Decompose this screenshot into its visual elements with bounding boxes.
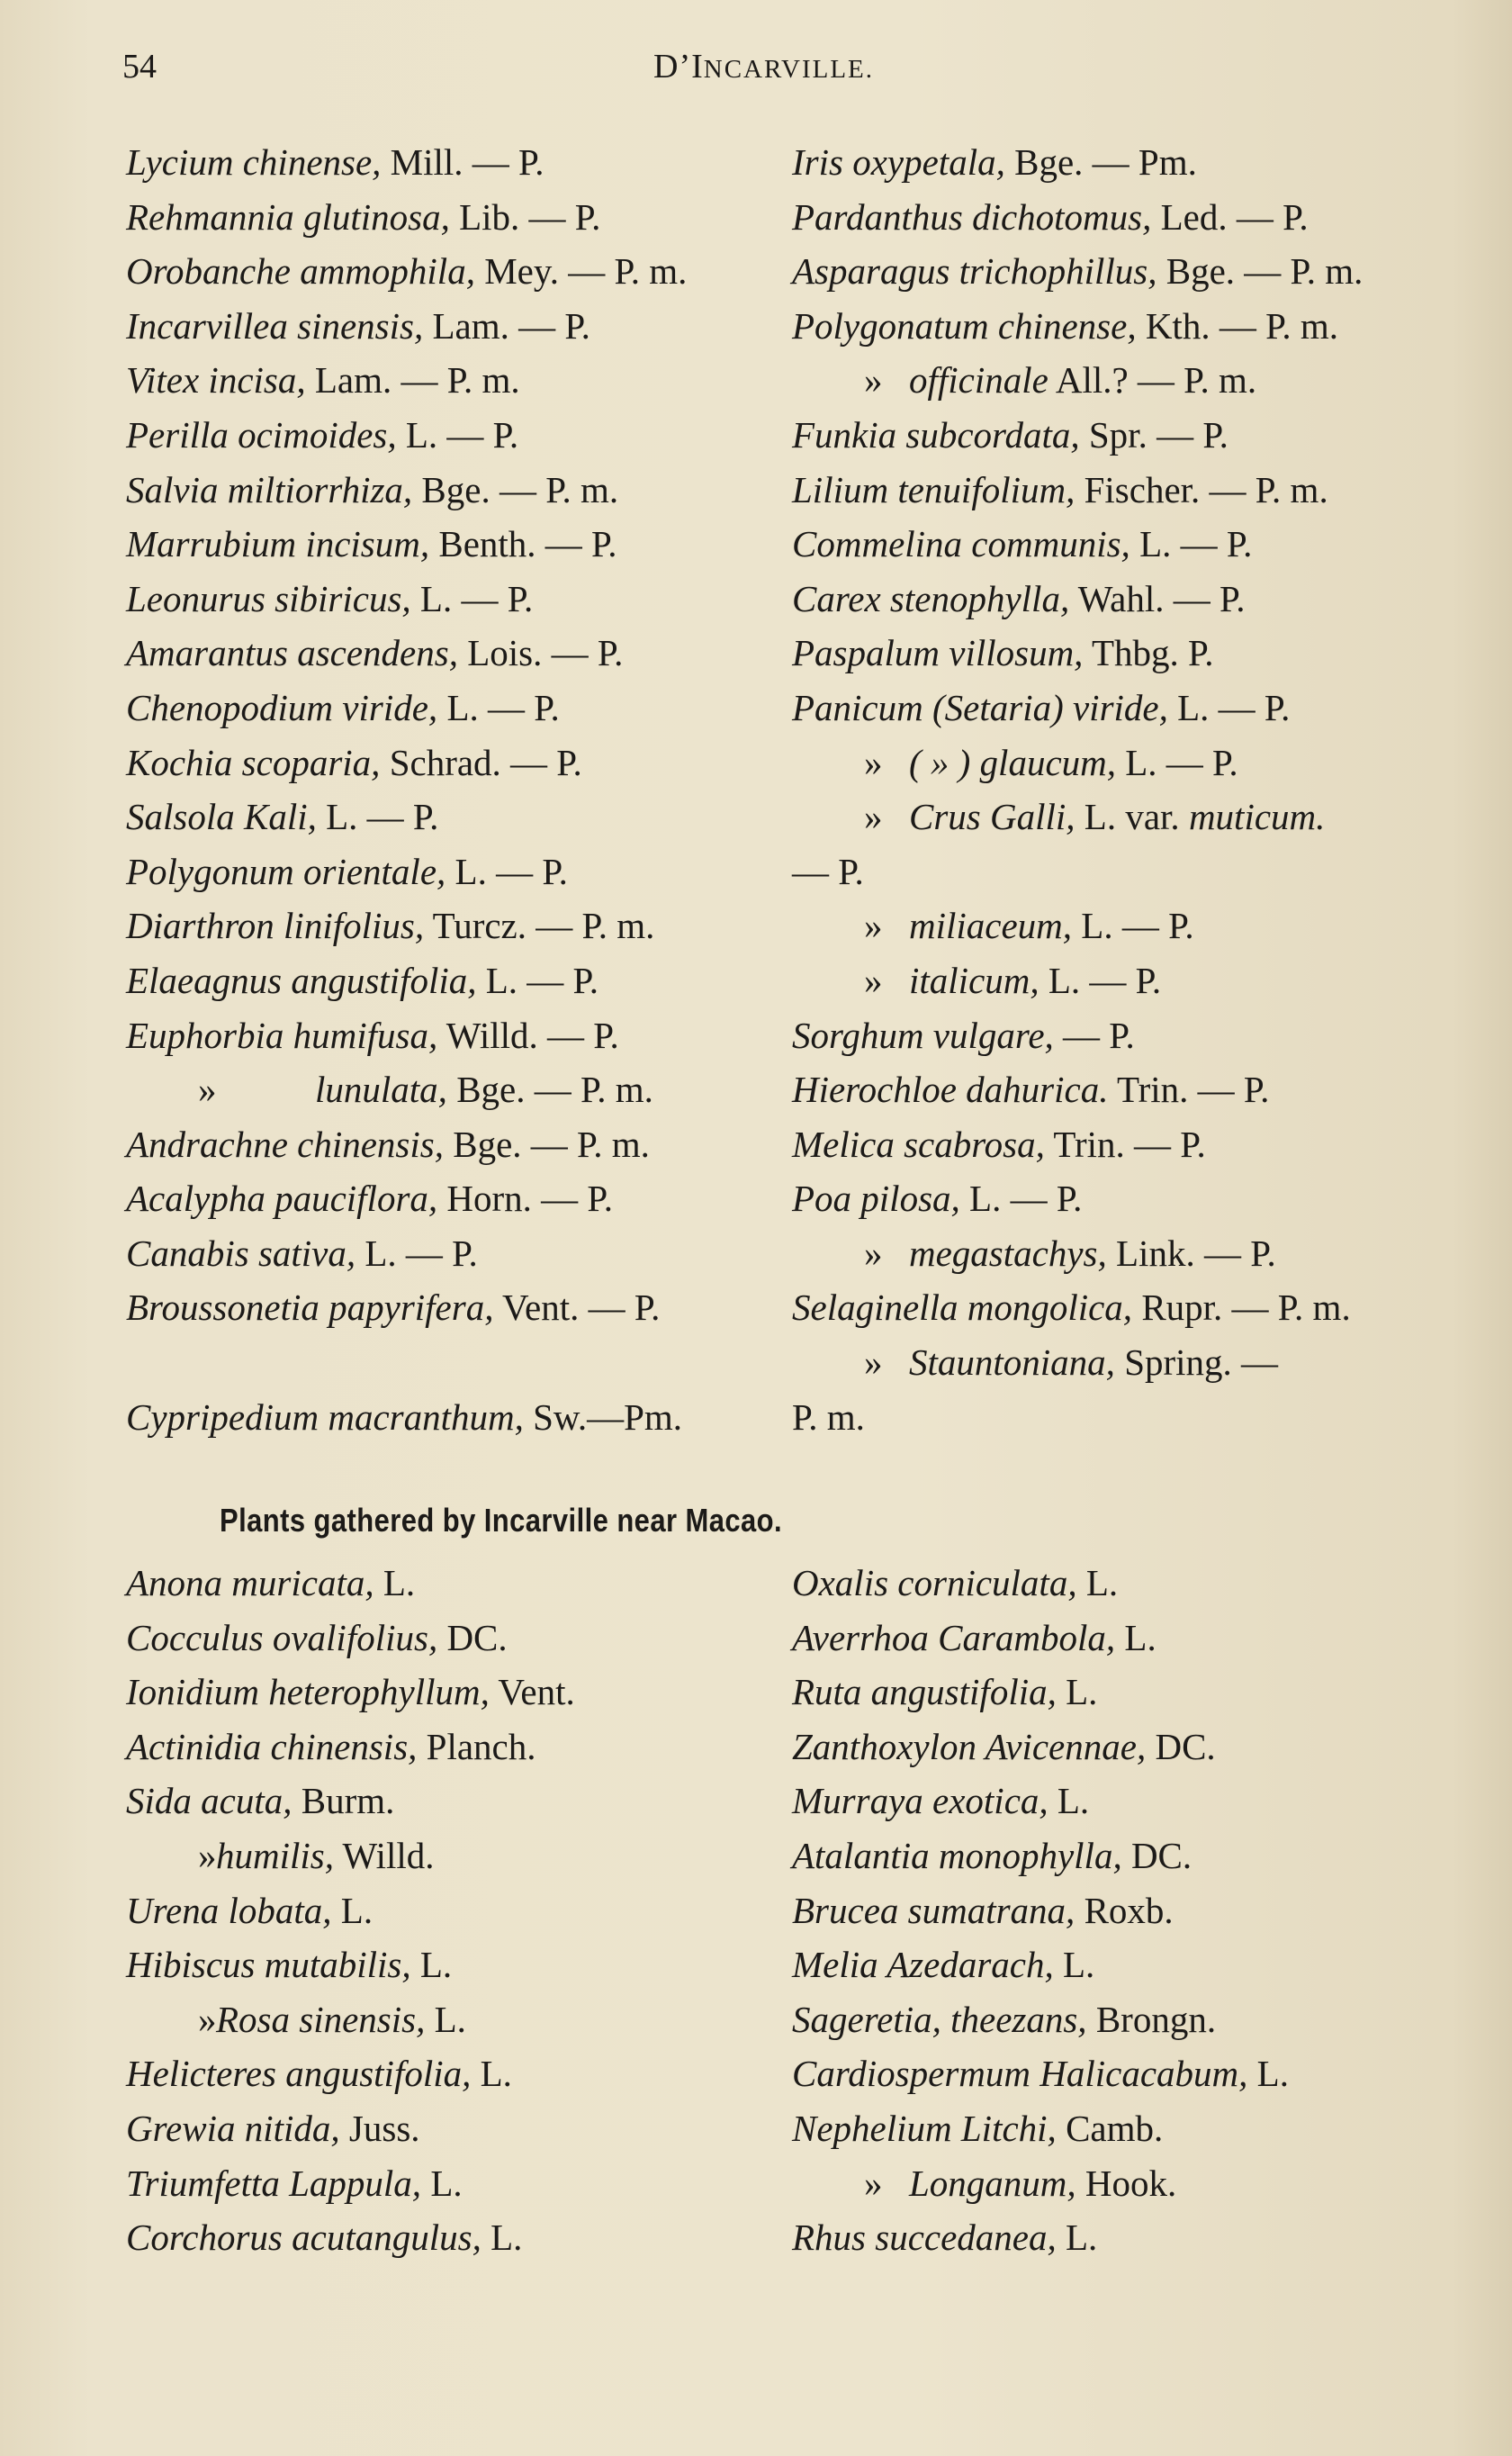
species-name: Lilium tenuifolium, — [792, 468, 1076, 510]
species-authority: Brongn. — [1086, 1998, 1217, 2040]
species-name: humilis, — [216, 1834, 334, 1876]
species-name: Elaeagnus angustifolia, — [126, 959, 477, 1001]
species-entry — [792, 463, 1458, 518]
species-entry — [792, 953, 1458, 1008]
species-entry — [126, 681, 774, 736]
species-authority: L. — [1076, 1562, 1119, 1603]
species-authority: Rupr. — P. m. — [1132, 1287, 1351, 1329]
species-entry — [792, 299, 1458, 354]
species-name: Broussonetia papyrifera, — [126, 1287, 494, 1329]
species-authority: L. — [374, 1562, 416, 1603]
species-entry — [126, 299, 774, 354]
species-name: Sorghum vulgare, — [792, 1014, 1054, 1056]
page-number: 54 — [122, 48, 157, 86]
species-authority: L. — P. — [410, 577, 534, 619]
species-name: Helicteres angustifolia, — [126, 2053, 472, 2095]
species-name: Atalantia monophylla, — [792, 1834, 1122, 1876]
species-entry — [126, 1828, 774, 1883]
species-name: Paspalum villosum, — [792, 632, 1084, 674]
species-authority: Willd. — [334, 1834, 435, 1876]
species-authority: L. — [425, 1998, 466, 2040]
species-name: Iris oxypetala, — [792, 141, 1005, 183]
species-entry — [126, 517, 774, 572]
species-authority: All.? — P. m. — [1048, 359, 1257, 402]
species-authority: P. m. — [792, 1395, 865, 1438]
species-authority: Led. — P. — [1151, 195, 1309, 238]
species-name: Cocculus ovalifolius, — [126, 1616, 438, 1658]
ditto-mark: » — [864, 2162, 883, 2204]
species-entry — [792, 1828, 1458, 1883]
species-name: Andrachne chinensis, — [126, 1123, 444, 1165]
species-authority: Lam. — P. — [423, 304, 590, 347]
species-name: Actinidia chinensis, — [126, 1725, 418, 1767]
species-entry — [126, 2156, 774, 2211]
species-column-top-right — [792, 135, 1458, 1444]
species-entry — [792, 1008, 1458, 1063]
running-header — [122, 47, 1458, 92]
species-entry — [126, 1171, 774, 1226]
species-entry — [126, 2101, 774, 2156]
species-authority: L. — [1115, 1616, 1156, 1658]
species-authority: DC. — [437, 1616, 508, 1658]
species-authority: L. — P. — [446, 850, 568, 892]
species-name: Funkia subcordata, — [792, 413, 1080, 456]
species-entry — [792, 572, 1458, 627]
species-authority: Fischer. — P. m. — [1075, 468, 1328, 510]
species-name: Grewia nitida, — [126, 2107, 340, 2149]
species-name: Anona muricata, — [126, 1562, 374, 1603]
species-entry — [792, 898, 1458, 953]
species-authority: L. — P. — [1130, 523, 1253, 565]
species-authority: Trin. — P. — [1044, 1123, 1206, 1165]
species-name: Leonurus sibiricus, — [126, 577, 411, 619]
species-authority: DC. — [1121, 1834, 1192, 1876]
species-entry — [792, 1335, 1458, 1390]
species-entry — [792, 408, 1458, 463]
species-entry — [792, 517, 1458, 572]
species-entry — [792, 1062, 1458, 1117]
species-entry — [126, 408, 774, 463]
species-entry — [792, 1992, 1458, 2047]
species-authority: L. — P. — [316, 796, 439, 838]
species-name: italicum, — [909, 959, 1040, 1001]
ditto-mark: » — [864, 959, 883, 1001]
species-authority: Bge. — P. m. — [443, 1123, 650, 1165]
species-entry — [126, 626, 774, 681]
species-name: Euphorbia humifusa, — [126, 1014, 438, 1056]
species-entry — [792, 626, 1458, 681]
species-entry — [792, 1774, 1458, 1828]
species-name: miliaceum, — [909, 905, 1073, 947]
species-authority: L. — [421, 2162, 463, 2204]
species-entry — [126, 1720, 774, 1774]
species-authority: Bge. — P. m. — [1156, 250, 1364, 293]
species-authority: Spr. — P. — [1079, 413, 1228, 456]
species-entry — [126, 2046, 774, 2101]
species-authority: Sw.—Pm. — [523, 1395, 683, 1438]
species-authority: Mey. — P. m. — [474, 250, 688, 293]
species-name: Kochia scoparia, — [126, 741, 381, 783]
species-name: Chenopodium viride, — [126, 686, 438, 728]
species-authority: Horn. — P. — [437, 1178, 613, 1220]
species-entry — [126, 1335, 774, 1390]
species-entry — [126, 190, 774, 245]
species-entry — [126, 1556, 774, 1611]
species-entry — [126, 2210, 774, 2265]
ditto-mark: » — [864, 905, 883, 947]
species-authority: L. — P. — [1039, 959, 1162, 1001]
species-authority: L. — [1056, 1671, 1098, 1713]
species-name: Cardiospermum Halicacabum, — [792, 2053, 1248, 2095]
species-name: Sageretia, theezans, — [792, 1998, 1087, 2040]
species-name: Triumfetta Lappula, — [126, 2162, 422, 2204]
species-entry — [126, 736, 774, 790]
section-heading: Plants gathered by Incarville near Macao. — [220, 1502, 783, 1539]
species-authority: L. — [1048, 1780, 1090, 1822]
species-entry — [126, 1280, 774, 1335]
species-name: Rosa sinensis, — [216, 1998, 426, 2040]
species-entry — [126, 1008, 774, 1063]
species-authority: Lois. — P. — [457, 632, 624, 674]
species-entry — [126, 1117, 774, 1172]
species-entry — [126, 1390, 774, 1445]
species-column-bottom-right — [792, 1556, 1458, 2265]
species-name: Sida acuta, — [126, 1780, 292, 1822]
species-name: Orobanche ammophila, — [126, 250, 475, 293]
species-authority: — P. — [1053, 1014, 1135, 1056]
species-name: Rhus succedanea, — [792, 2217, 1057, 2259]
species-authority: Camb. — [1056, 2107, 1164, 2149]
species-entry — [126, 463, 774, 518]
species-name: Lycium chinense, — [126, 141, 382, 183]
species-authority: L. — [331, 1889, 374, 1931]
species-name: Brucea sumatrana, — [792, 1889, 1076, 1931]
species-authority: L. — P. — [1072, 905, 1194, 947]
species-authority: Schrad. — P. — [380, 741, 582, 783]
species-entry — [792, 2210, 1458, 2265]
species-authority: Bge. — P. m. — [412, 468, 619, 510]
species-authority: L. — P. — [356, 1232, 478, 1274]
species-name: ( » ) glaucum, — [909, 741, 1117, 783]
species-entry — [126, 353, 774, 408]
ditto-mark: » — [864, 1232, 883, 1274]
species-entry — [792, 2046, 1458, 2101]
species-name: Panicum (Setaria) viride, — [792, 686, 1168, 728]
species-entry — [792, 1883, 1458, 1938]
species-authority: Wahl. — P. — [1069, 577, 1246, 619]
species-entry — [126, 898, 774, 953]
species-name: Amarantus ascendens, — [126, 632, 458, 674]
species-name: Rehmannia glutinosa, — [126, 195, 450, 238]
species-entry — [126, 790, 774, 844]
species-column-bottom-left — [126, 1556, 774, 2265]
species-entry — [792, 244, 1458, 299]
species-entry — [792, 1117, 1458, 1172]
species-name: Poa pilosa, — [792, 1178, 960, 1220]
species-entry — [126, 135, 774, 190]
species-authority: L. — P. — [1167, 686, 1291, 728]
species-name: Urena lobata, — [126, 1889, 332, 1931]
species-column-top-left — [126, 135, 774, 1444]
species-authority: Lam. — P. m. — [305, 359, 520, 402]
species-name: Cypripedium macranthum, — [126, 1395, 524, 1438]
species-name: Vitex incisa, — [126, 359, 306, 402]
species-name: megastachys, — [909, 1232, 1107, 1274]
ditto-mark: » — [198, 1069, 217, 1111]
ditto-mark: » — [864, 741, 883, 783]
species-entry — [126, 1226, 774, 1281]
species-entry — [792, 1280, 1458, 1335]
species-authority: Vent. — P. — [493, 1287, 661, 1329]
species-name: Averrhoa Carambola, — [792, 1616, 1116, 1658]
species-name: Commelina communis, — [792, 523, 1130, 565]
species-name: Canabis sativa, — [126, 1232, 356, 1274]
species-authority: Vent. — [489, 1671, 575, 1713]
species-name: Hierochloe dahurica. — [792, 1069, 1109, 1111]
species-name: officinale — [909, 359, 1048, 402]
species-entry — [792, 1556, 1458, 1611]
species-name: Salsola Kali, — [126, 796, 317, 838]
species-entry — [126, 572, 774, 627]
species-entry — [792, 681, 1458, 736]
species-authority: Hook. — [1076, 2162, 1177, 2204]
species-entry — [792, 135, 1458, 190]
species-entry — [126, 1774, 774, 1828]
species-name: lunulata, — [315, 1069, 447, 1111]
species-authority: Mill. — P. — [381, 141, 544, 183]
species-name: Stauntoniana, — [909, 1341, 1115, 1384]
species-entry — [126, 1062, 774, 1117]
species-entry — [126, 953, 774, 1008]
species-name: Corchorus acutangulus, — [126, 2217, 482, 2259]
species-name: Incarvillea sinensis, — [126, 304, 424, 347]
species-authority: — P. — [792, 850, 864, 892]
species-entry — [792, 1937, 1458, 1992]
species-name: Marrubium incisum, — [126, 523, 430, 565]
species-authority: Trin. — P. — [1108, 1069, 1270, 1111]
species-name: Murraya exotica, — [792, 1780, 1048, 1822]
variety-name: muticum. — [1188, 796, 1326, 838]
species-authority: Willd. — P. — [437, 1014, 619, 1056]
species-authority: Benth. — P. — [429, 523, 617, 565]
species-authority: L. — P. — [476, 959, 599, 1001]
species-name: Longanum, — [909, 2162, 1076, 2204]
species-entry — [792, 1226, 1458, 1281]
species-name: Hibiscus mutabilis, — [126, 1944, 411, 1986]
species-entry — [792, 190, 1458, 245]
species-entry — [126, 1992, 774, 2047]
species-authority: L. — [1056, 2217, 1098, 2259]
species-authority: Burm. — [292, 1780, 395, 1822]
species-authority: L. — P. — [959, 1178, 1083, 1220]
species-name: Diarthron linifolius, — [126, 905, 425, 947]
ditto-mark: » — [864, 796, 883, 838]
species-authority: L. — [410, 1944, 453, 1986]
species-entry — [792, 2156, 1458, 2211]
species-name: Carex stenophylla, — [792, 577, 1070, 619]
species-authority: Link. — P. — [1106, 1232, 1276, 1274]
species-authority: Thbg. P. — [1083, 632, 1214, 674]
species-name: Zanthoxylon Avicennae, — [792, 1725, 1147, 1767]
species-authority: Planch. — [417, 1725, 536, 1767]
species-authority: L. — P. — [1116, 741, 1238, 783]
species-name: Polygonatum chinense, — [792, 304, 1137, 347]
species-entry — [126, 1883, 774, 1938]
species-entry — [126, 1611, 774, 1666]
species-authority: DC. — [1146, 1725, 1216, 1767]
species-authority: Bge. — P. m. — [446, 1069, 653, 1111]
species-entry — [792, 1171, 1458, 1226]
species-entry — [792, 2101, 1458, 2156]
species-name: Crus Galli, — [909, 796, 1076, 838]
species-authority: L. — P. — [396, 413, 519, 456]
ditto-mark: » — [198, 1834, 217, 1876]
species-authority: Juss. — [339, 2107, 420, 2149]
running-title-initial: D’I — [653, 48, 704, 86]
species-authority: Turcz. — P. m. — [424, 905, 655, 947]
species-authority: Bge. — Pm. — [1004, 141, 1197, 183]
species-entry — [792, 790, 1458, 844]
species-entry — [792, 844, 1458, 899]
species-authority: L. — [1247, 2053, 1289, 2095]
species-authority: Lib. — P. — [449, 195, 601, 238]
ditto-mark: » — [198, 1998, 217, 2040]
ditto-mark: » — [864, 1341, 883, 1384]
species-entry — [792, 1720, 1458, 1774]
species-entry — [792, 353, 1458, 408]
species-entry — [792, 1390, 1458, 1445]
ditto-mark: » — [864, 359, 883, 402]
species-authority: L. — [481, 2217, 523, 2259]
species-entry — [792, 1611, 1458, 1666]
species-authority: Roxb. — [1075, 1889, 1174, 1931]
species-entry — [126, 1937, 774, 1992]
species-name: Salvia miltiorrhiza, — [126, 468, 413, 510]
species-name: Polygonum orientale, — [126, 850, 446, 892]
species-authority: Kth. — P. m. — [1136, 304, 1338, 347]
species-name: Pardanthus dichotomus, — [792, 195, 1152, 238]
species-entry — [126, 244, 774, 299]
species-authority: L. var. — [1075, 796, 1189, 838]
species-entry — [126, 844, 774, 899]
species-entry — [126, 1665, 774, 1720]
species-name: Melia Azedarach, — [792, 1944, 1054, 1986]
species-name: Acalypha pauciflora, — [126, 1178, 438, 1220]
species-name: Perilla ocimoides, — [126, 413, 397, 456]
species-name: Oxalis corniculata, — [792, 1562, 1077, 1603]
species-name: Ionidium heterophyllum, — [126, 1671, 490, 1713]
running-title-rest: NCARVILLE. — [703, 55, 875, 84]
species-authority: L. — [1053, 1944, 1095, 1986]
species-name: Selaginella mongolica, — [792, 1287, 1133, 1329]
species-name: Asparagus trichophillus, — [792, 250, 1157, 293]
species-authority: L. — [471, 2053, 512, 2095]
species-authority: Spring. — — [1114, 1341, 1279, 1384]
species-name: Ruta angustifolia, — [792, 1671, 1057, 1713]
running-title — [653, 47, 874, 86]
species-name: Melica scabrosa, — [792, 1123, 1045, 1165]
species-entry — [792, 1665, 1458, 1720]
species-name: Nephelium Litchi, — [792, 2107, 1057, 2149]
species-entry — [792, 736, 1458, 790]
species-authority: L. — P. — [437, 686, 560, 728]
